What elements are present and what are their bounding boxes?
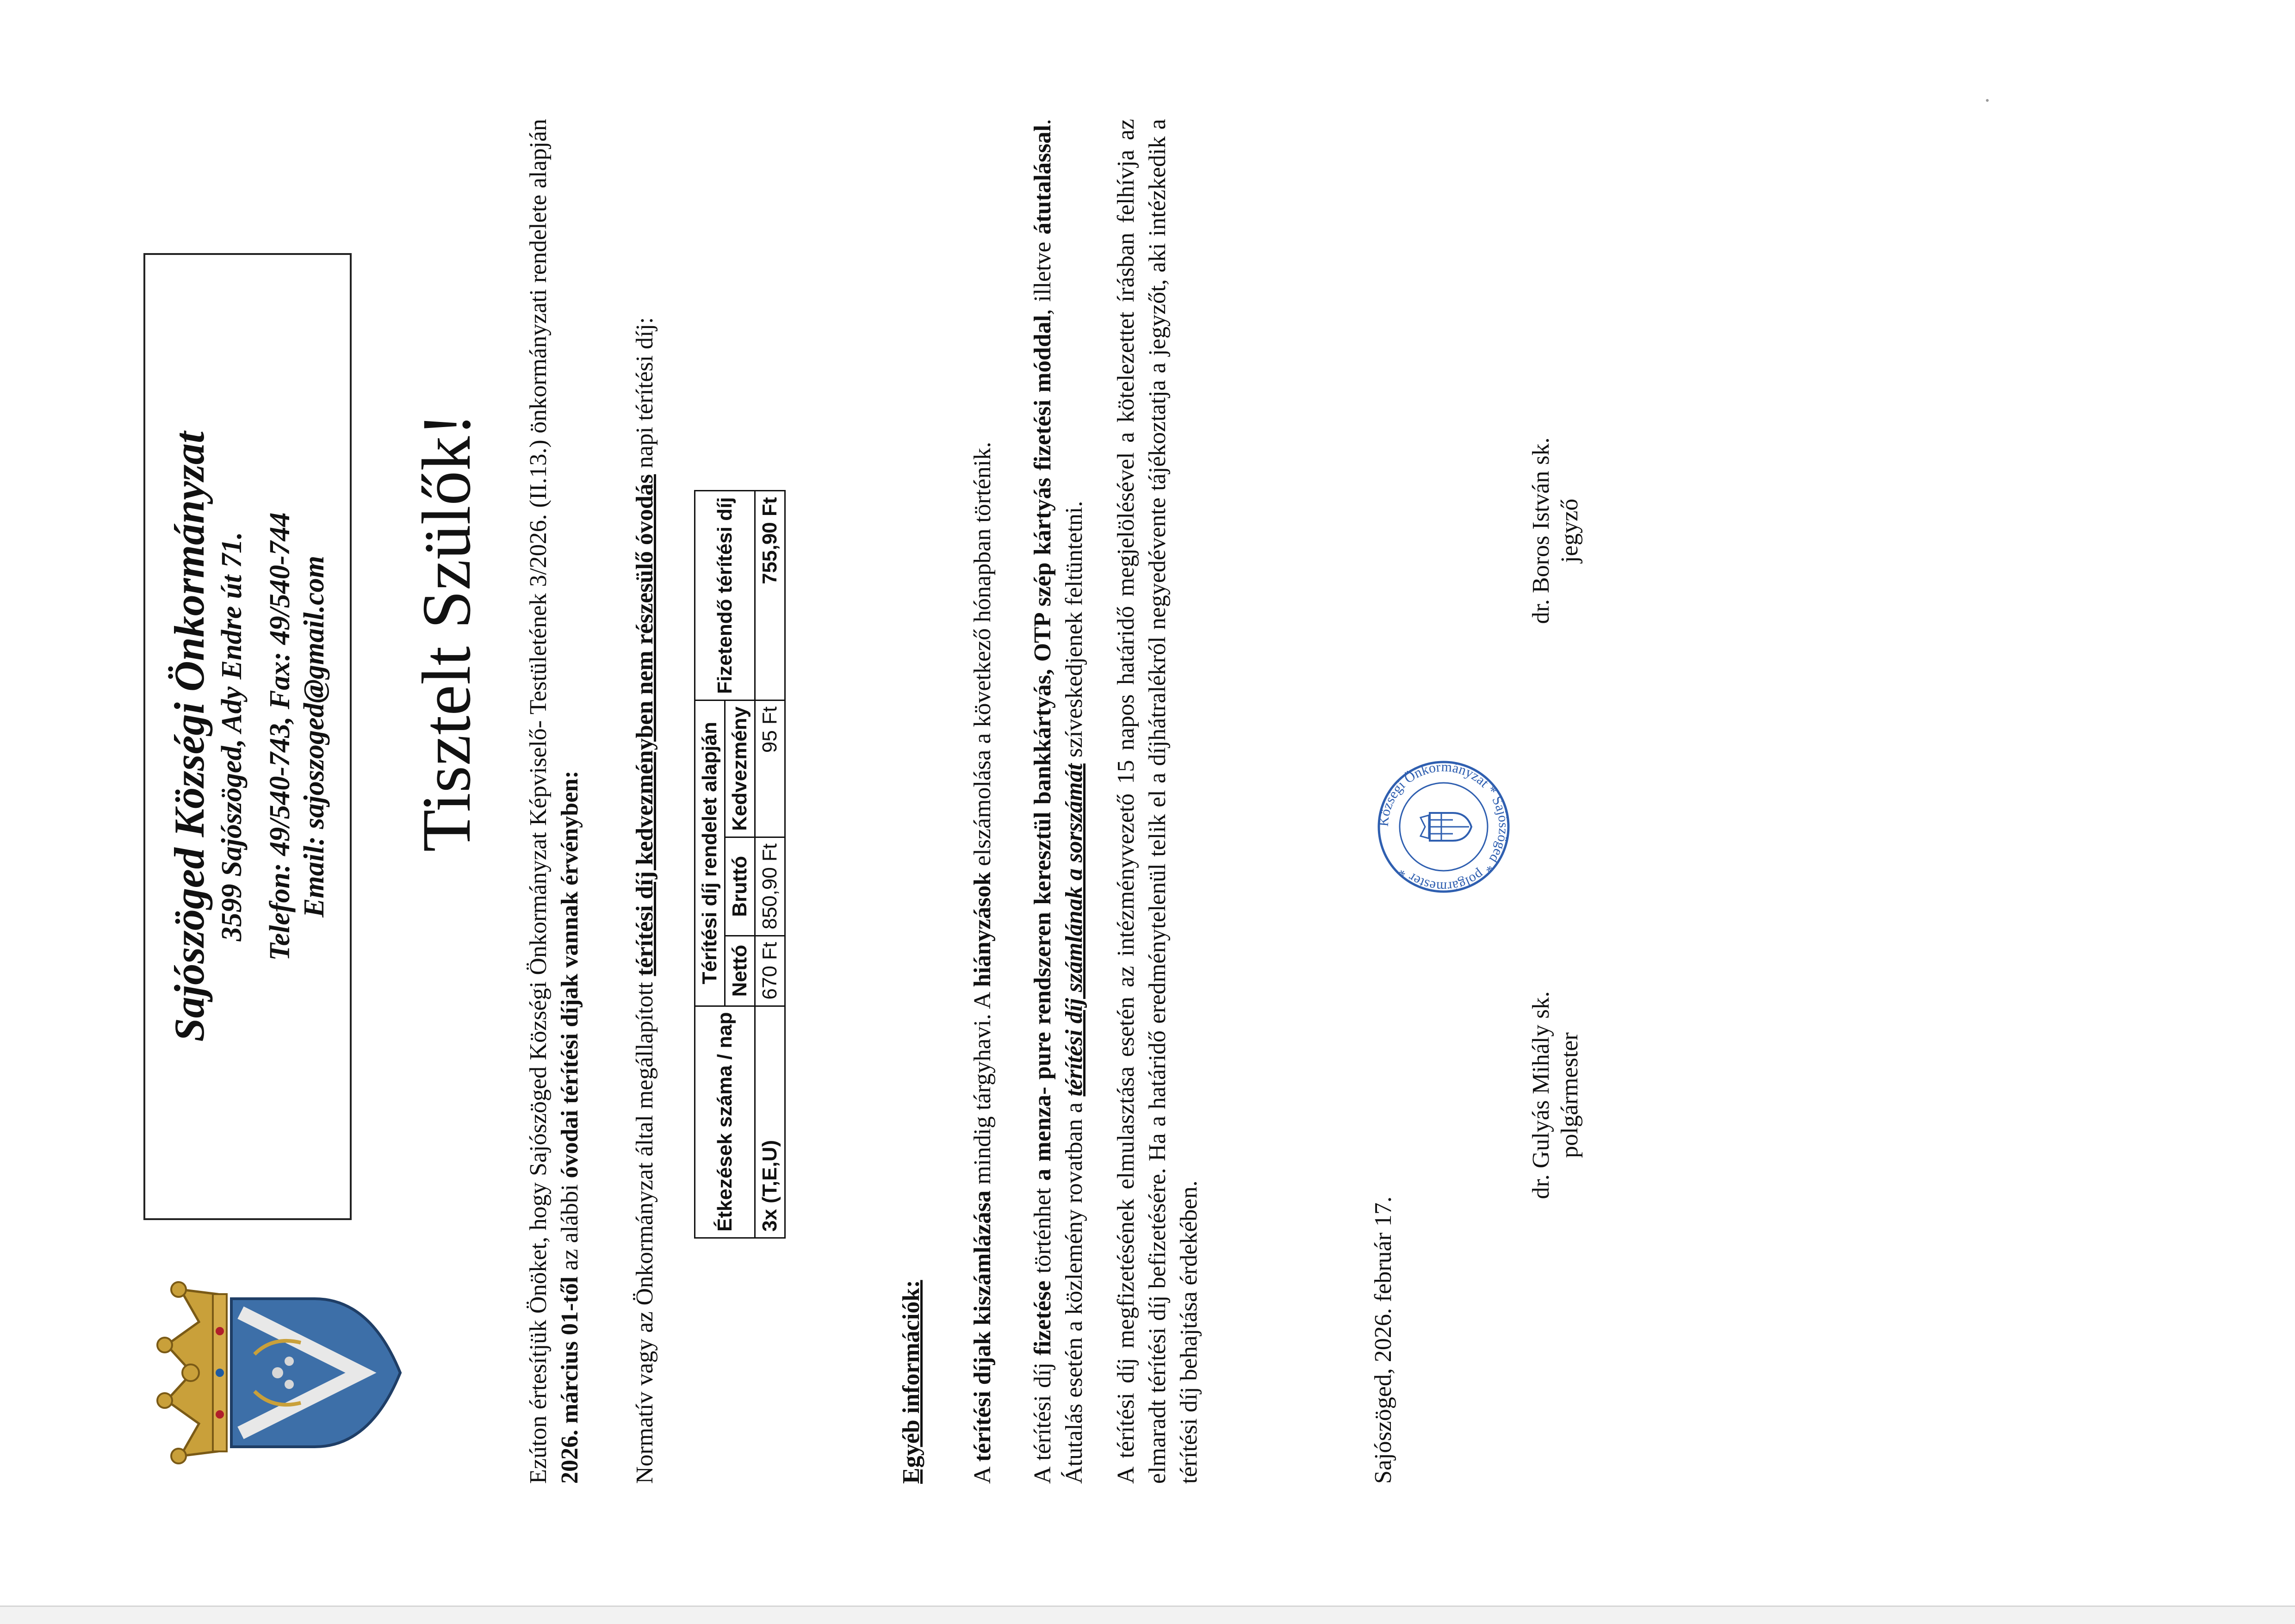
- fee-table-header-meal: Étkezések száma / nap: [695, 1006, 755, 1238]
- mayor-signature: [1527, 952, 1584, 1239]
- billing-text-1: A: [969, 1462, 996, 1484]
- payment-text-3: , illetve: [1030, 234, 1056, 315]
- payment-bold-2: a menza- pure rendszeren keresztül bankkártyás, OTP szép kártyás fizetési móddal: [1030, 315, 1056, 1181]
- stamp-text: Községi Önkormányzat * Sajószöged * polgármester *: [1376, 759, 1512, 895]
- municipality-header-box: [143, 253, 352, 1220]
- notary-name: dr. Boros István sk.: [1528, 437, 1554, 624]
- notary-title: jegyző: [1557, 498, 1583, 563]
- letter-date: Sajószöged, 2026. február 17.: [1370, 1196, 1396, 1484]
- table-row: [755, 491, 785, 1238]
- notary-signature: [1527, 387, 1584, 674]
- fee-table-header-row: [695, 491, 725, 1238]
- intro-text-1: Ezúton értesítjük Önöket, hogy Sajószöged Községi Önkormányzat Képviselő- Testületének 3/2026. (II.13.) önkormányzati rendelete alapján: [525, 119, 552, 1484]
- municipality-address: 3599 Sajószöged, Ady Endre út 71.: [216, 532, 248, 942]
- normative-paragraph: [629, 119, 661, 1484]
- intro-fee-type: óvodai térítési díjak vannak érvényben:: [557, 770, 583, 1178]
- payment-text-5: szíveskedjenek feltüntetni.: [1061, 501, 1087, 764]
- payment-bold-3: átutalással: [1030, 124, 1056, 235]
- other-info-heading: Egyéb információk:: [898, 1280, 924, 1484]
- fee-table-header-discount: Kedvezmény: [725, 700, 755, 837]
- fee-table-header-net: Nettó: [725, 936, 755, 1006]
- billing-text-2: mindig tárgyhavi. A: [969, 987, 996, 1190]
- payment-invoice-number-note: térítési díj számlának a sorszámát: [1061, 763, 1087, 1097]
- normative-target-group: térítési díj kedvezményben nem részesülő óvodás: [632, 474, 658, 976]
- fee-table-cell-net: 670 Ft: [755, 936, 785, 1006]
- fee-table: [694, 490, 786, 1239]
- billing-bold-2: hiányzások: [969, 872, 996, 987]
- fee-table-cell-meal: 3x (T,E,U): [755, 1006, 785, 1238]
- billing-paragraph: [967, 119, 999, 1484]
- payment-paragraph: [1027, 119, 1090, 1484]
- fee-table-header-decree: Térítési díj rendelet alapján: [695, 700, 725, 1006]
- municipality-name: Sajószöged Községi Önkormányzat: [166, 431, 213, 1042]
- billing-bold-1: térítési díjak kiszámlázása: [969, 1190, 996, 1462]
- mayor-title: polgármester: [1557, 1032, 1583, 1158]
- intro-effective-date: 2026. március 01-től: [557, 1276, 583, 1484]
- payment-bold-1: fizetése: [1030, 1280, 1056, 1356]
- greeting-heading: Tisztelt Szülők!: [408, 413, 485, 852]
- fee-table-cell-gross: 850,90 Ft: [755, 837, 785, 936]
- payment-text-2: történhet: [1030, 1181, 1056, 1281]
- fee-table-cell-discount: 95 Ft: [755, 700, 785, 837]
- fee-table-header-payable: Fizetendő térítési díj: [695, 491, 755, 700]
- municipal-crest-icon: [148, 1262, 407, 1484]
- municipality-phone-fax: Telefon: 49/540-743, Fax: 49/540-744: [264, 512, 296, 961]
- normative-text-2: napi térítési díj:: [632, 317, 658, 474]
- intro-paragraph: [523, 119, 586, 1484]
- payment-text-1: A térítési díj: [1030, 1355, 1056, 1484]
- intro-text-2: az alábbi: [557, 1178, 583, 1277]
- official-stamp-icon: [1374, 757, 1518, 896]
- fee-table-header-gross: Bruttó: [725, 837, 755, 936]
- billing-text-3: elszámolása a következő hónapban történik.: [969, 441, 996, 872]
- payment-text-4: . Átutalás esetén a közlemény rovatban a: [1030, 118, 1087, 1484]
- municipality-email: Email: sajoszoged@gmail.com: [298, 556, 330, 917]
- fee-table-cell-payable: 755,90 Ft: [755, 491, 785, 700]
- normative-text-1: Normatív vagy az Önkormányzat által megállapított: [632, 976, 658, 1484]
- mayor-name: dr. Gulyás Mihály sk.: [1528, 991, 1554, 1199]
- arrears-paragraph: A térítési díj megfizetésének elmulasztása esetén az intézményvezető 15 napos határidő megjelölésével a kötelezettet írásban felhívja az elmaradt térítési díj befizetésére. Ha a határidő eredménytelenül telik el a díjhátralékról negyedévente tájékoztatja a jegyzőt, aki intézkedik a térítési díj behajtása érdekében.: [1113, 119, 1202, 1484]
